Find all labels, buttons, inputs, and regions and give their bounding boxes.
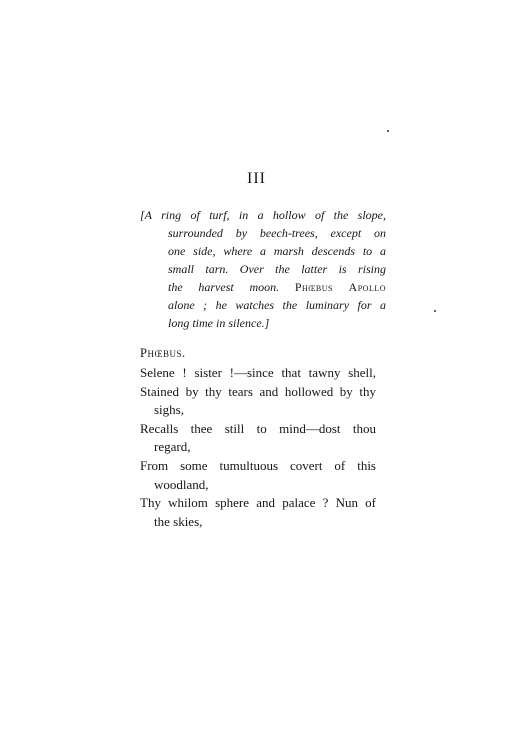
stage-direction xyxy=(140,206,386,332)
stage-direction-line xyxy=(168,278,386,296)
stage-direction-line: [A ring of turf, in a hollow of the slope, xyxy=(140,208,386,222)
verse-line: Stained by thy tears and hollowed by thy xyxy=(140,383,376,399)
stage-direction-line: one side, where a marsh descends to a xyxy=(168,244,386,258)
verse-line: Recalls thee still to mind—dost thou xyxy=(140,420,376,436)
ink-speck xyxy=(434,310,436,312)
ink-speck xyxy=(387,130,389,132)
verse-block xyxy=(140,364,376,531)
verse-line-turnover: sighs, xyxy=(154,402,184,418)
verse-line-turnover: the skies, xyxy=(154,513,203,529)
verse-line: Selene ! sister !—since that tawny shell, xyxy=(140,365,376,380)
character-name: Phœbus Apollo xyxy=(294,280,386,294)
stage-direction-line: long time in silence.] xyxy=(168,316,270,330)
verse-line: From some tumultuous covert of this xyxy=(140,457,376,473)
verse-line-turnover: regard, xyxy=(154,439,191,455)
stage-direction-line: surrounded by beech-trees, except on xyxy=(168,226,386,240)
stage-direction-text: the harvest moon. xyxy=(168,280,280,294)
speaker-name: Phœbus. xyxy=(140,346,186,360)
stage-direction-line: alone ; he watches the luminary for a xyxy=(168,298,386,312)
stage-direction-line: small tarn. Over the latter is rising xyxy=(168,262,386,276)
section-heading: III xyxy=(247,170,266,187)
verse-line-turnover: woodland, xyxy=(154,476,209,492)
verse-line: Thy whilom sphere and palace ? Nun of xyxy=(140,495,376,511)
